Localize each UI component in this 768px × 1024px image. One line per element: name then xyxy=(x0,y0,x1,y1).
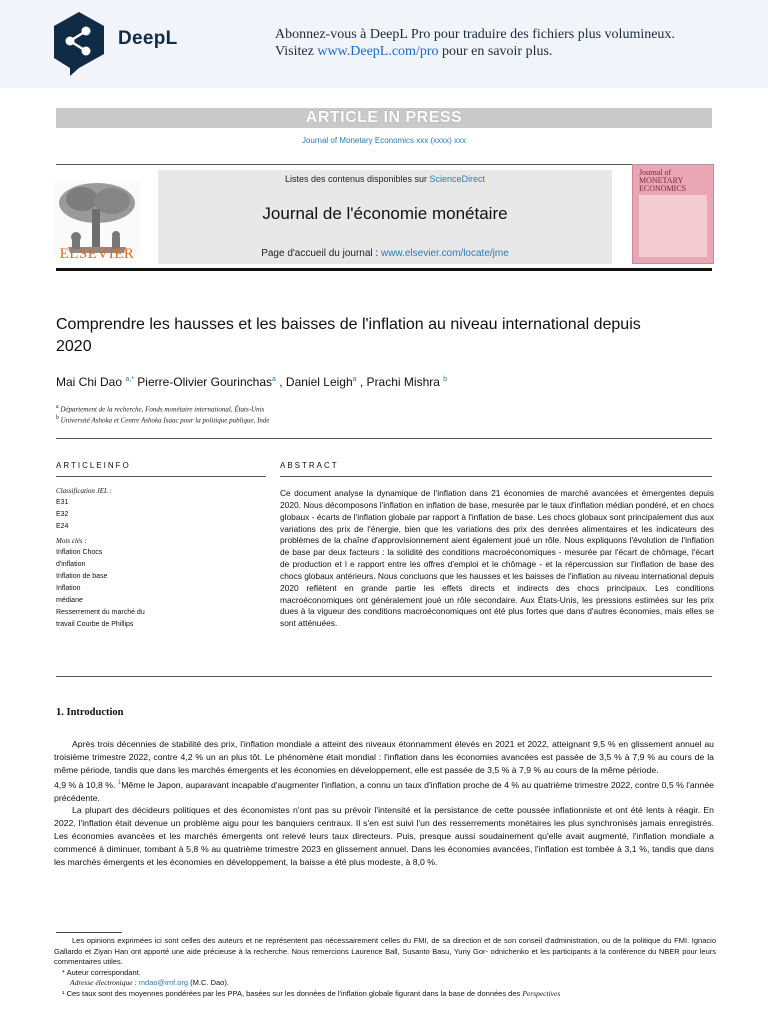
keyword: Resserrement du marché du xyxy=(56,609,145,616)
article-in-press-bar: ARTICLE IN PRESS xyxy=(56,108,712,128)
jel-label: Classification JEL : xyxy=(56,487,112,495)
abstract-end-rule xyxy=(56,676,712,677)
journal-reference: Journal of Monetary Economics xxx (xxxx) xxx xyxy=(301,136,467,145)
email-link[interactable]: mdao@imf.org xyxy=(138,978,189,988)
abstract-rule xyxy=(280,476,712,477)
sciencedirect-link[interactable]: ScienceDirect xyxy=(429,174,486,184)
paper-title: Comprendre les hausses et les baisses de l'inflation au niveau international depuis 2020 xyxy=(56,316,641,355)
keyword: Inflation Chocs xyxy=(56,549,103,556)
author-affiliation-mark[interactable]: a xyxy=(352,376,357,383)
journal-cover-thumbnail xyxy=(632,164,714,264)
author-name: , Prachi Mishra xyxy=(359,375,440,389)
author-name: Mai Chi Dao xyxy=(56,375,123,389)
keyword: médiane xyxy=(56,597,83,604)
keywords-label: Mots clés : xyxy=(56,537,87,545)
cover-image xyxy=(639,195,707,257)
jel-code: E31 xyxy=(56,499,69,506)
jel-code: E24 xyxy=(56,523,69,530)
affiliation-rule xyxy=(56,438,712,439)
article-info-label: ARTICLEINFO xyxy=(56,461,131,470)
journal-title: Journal de l'économie monétaire xyxy=(262,204,508,223)
journal-homepage: Page d'accueil du journal : www.elsevier.com/locate/jme xyxy=(261,248,509,259)
toc-line: Listes des contenus disponibles sur ScienceDirect xyxy=(284,174,486,184)
email-note: Adresse électronique : mdao@imf.org (M.C. Dao). xyxy=(70,978,229,988)
abstract-label: ABSTRACT xyxy=(280,461,339,470)
banner-message: Abonnez-vous à DeepL Pro pour traduire des fichiers plus volumineux. Visitez www.DeepL.com/pro pour en savoir plus. xyxy=(275,27,675,59)
paragraph: Après trois décennies de stabilité des prix, l'inflation mondiale a atteint des niveaux étonnamment élevés en 2021 et 2022, atteignant 9,5 % en glissement annuel au troisième trimestre 2022, contre 4,2 % un an plus tôt. Le phénomène était mondial : l'inflation dans les économies avancées est passée de 3,5 % à 7,9 % au cours de la même période, tandis que dans les marchés émergents et les économies en développement, elle est passée de 3,5 % à 7,9 % au cours de la même période. xyxy=(54,739,714,775)
cover-title: Journal of MONETARY ECONOMICS xyxy=(639,168,687,193)
journal-homepage-link[interactable]: www.elsevier.com/locate/jme xyxy=(380,248,509,259)
author-affiliation-mark[interactable]: a,* xyxy=(125,376,134,383)
deepl-wordmark: DeepL xyxy=(118,28,178,49)
introduction-body xyxy=(54,738,714,869)
journal-header-box xyxy=(158,170,612,264)
author-name: Pierre-Olivier Gourinchas xyxy=(137,375,272,389)
article-info-column xyxy=(56,486,266,630)
footnote-ref[interactable]: 1 xyxy=(117,779,122,786)
paragraph: 4,9 % à 10,8 %. $^1$Même le Japon, auparavant incapable d'augmenter l'inflation, a connu un taux d'inflation proche de 4 % au quatrième trimestre 2022, contre 0,5 % l'année précédente. xyxy=(54,779,715,803)
keyword: Inflation de base xyxy=(56,573,108,580)
author-list xyxy=(56,375,716,389)
article-info-rule xyxy=(56,476,266,477)
affiliation-a: $^a$ Département de la recherche, Fonds monétaire international, États-Unis xyxy=(56,404,265,414)
footnote-1: ¹ Ces taux sont des moyennes pondérées par les PPA, basées sur les données de l'inflation globale figurant dans la base de données des Perspectives xyxy=(62,988,561,998)
header-rule-bottom xyxy=(56,268,712,271)
author-affiliation-mark[interactable]: a xyxy=(272,376,276,383)
paragraph: La plupart des décideurs politiques et des économistes n'ont pas su prévoir l'intensité et la persistance de cette poussée inflationniste et ont été lents à réagir. En 2022, l'inflation était devenue un problème aigu pour les banquiers centraux. Il s'en est suivi l'un des resserrements monétaires les plus synchronisés jamais enregistrés. Les économies avancées et les marchés émergents ont relevé leurs taux directeurs. Puis, presque aussi soudainement qu'elle avait augmenté, l'inflation mondiale a commencé à diminuer, tombant à 5,8 % au quatrième trimestre 2023 en glissement annuel. Dans les économies avancées, l'inflation est tombée à 3,1 %, tandis que dans les marchés émergents et les économies en développement, la baisse a été plus modeste, à 8,0 %. xyxy=(54,805,714,868)
keyword: d'inflation xyxy=(56,561,86,568)
jel-code: E32 xyxy=(56,511,69,518)
footnote-rule xyxy=(56,932,122,933)
author-name: , Daniel Leigh xyxy=(279,375,353,389)
elsevier-logo-text: ELSEVIER xyxy=(59,246,135,262)
deepl-pro-link[interactable]: www.DeepL.com/pro xyxy=(317,44,439,59)
section-heading-introduction: 1. Introduction xyxy=(56,707,124,718)
header-rule-top xyxy=(56,164,712,165)
author-affiliation-mark[interactable]: b xyxy=(443,376,448,383)
keyword: travail Courbe de Phillips xyxy=(56,621,134,628)
affiliation-b: $^b$ Université Ashoka et Centre Ashoka Isaac pour la politique publique, Inde xyxy=(56,415,270,425)
footnotes xyxy=(54,936,716,1000)
deepl-logo-icon xyxy=(52,11,106,77)
corresponding-author-note: * Auteur correspondant. xyxy=(62,967,141,977)
keyword: Inflation xyxy=(56,585,81,592)
abstract-text: Ce document analyse la dynamique de l'inflation dans 21 économies de marché avancées et émergentes depuis 2020. Nous décomposons l'inflation en inflation de base, mesurée par le taux d'inflation médian pondéré, et en chocs globaux - écarts de l'inflation globale par rapport à l'inflation de base. Les chocs globaux sont principalement dus aux variations des prix de l'énergie, bien que les variations des prix des denrées alimentaires et les indicateurs des problèmes de la chaîne d'approvisionnement aient également joué un rôle. Nous expliquons l'évolution de l'inflation de base par deux facteurs : la solidité des conditions macroéconomiques - mesurée par l'écart de chômage, l'écart de production et l e rapport entre les offres d'emploi et le chômage - et la répercussion sur l'inflation de base des chocs globaux antérieurs. Nous concluons que les hausses et les baisses de l'inflation au niveau international depuis 2020 reflètent en grande partie les effets directs et indirects des chocs principaux. Les conditions macroéconomiques ont généralement joué un rôle secondaire. Aux États-Unis, les pressions estimées sur les prix dues à la vigueur des conditions macroéconomiques ont été plus fortes que dans d'autres économies, mais elles se sont atténuées. xyxy=(280,488,714,629)
acknowledgement-note: Les opinions exprimées ici sont celles des auteurs et ne représentent pas nécessairement celles du FMI, de sa direction et de son conseil d'administration, ou de la politique du FMI. Ignacio Gallardo et Ziyan Han ont apporté une aide précieuse à la recherche. Nous remercions Laurence Ball, Susanto Basu, Yuriy Gor- odnichenko et les participants à la conférence du NBER pour leurs commentaires utiles. xyxy=(54,936,716,967)
deepl-banner xyxy=(0,0,768,88)
